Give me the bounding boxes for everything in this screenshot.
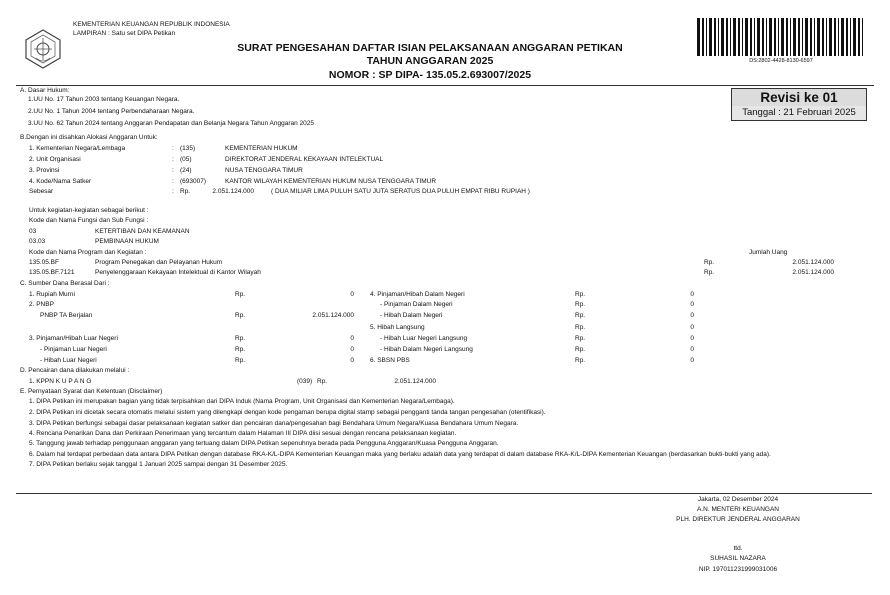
alokasi-code: (05): [180, 156, 192, 163]
sumber-dana-label: - Hibah Luar Negeri Langsung: [380, 335, 468, 342]
section-d-heading: D. Pencairan dana dilakukan melalui :: [20, 367, 130, 374]
sign-plh: PLH. DIREKTUR JENDERAL ANGGARAN: [676, 516, 800, 523]
sumber-dana-rp: Rp.: [235, 357, 246, 364]
sumber-dana-amount: 0: [690, 324, 694, 331]
kegiatan-intro: Untuk kegiatan-kegiatan sebagai berikut :: [29, 207, 149, 214]
fungsi-name: PEMBINAAN HUKUM: [95, 238, 159, 245]
alokasi-code: (693007): [180, 178, 207, 185]
sumber-dana-label: 3. Pinjaman/Hibah Luar Negeri: [29, 335, 118, 342]
program-code: 135.05.BF: [29, 259, 59, 266]
sumber-dana-label: 4. Pinjaman/Hibah Dalam Negeri: [370, 291, 465, 298]
sign-name: SUHASIL NAZARA: [710, 555, 766, 562]
sumber-dana-label: - Hibah Luar Negeri: [40, 357, 97, 364]
document-title: SURAT PENGESAHAN DAFTAR ISIAN PELAKSANAAN ANGGARAN PETIKAN: [237, 42, 623, 54]
alokasi-label: 1. Kementerian Negara/Lembaga: [29, 145, 126, 152]
program-name: Program Penegakan dan Pelayanan Hukum: [95, 259, 223, 266]
document-year: TAHUN ANGGARAN 2025: [366, 55, 494, 67]
alokasi-value: KEMENTERIAN HUKUM: [225, 145, 298, 152]
ministry-logo: [22, 28, 64, 70]
sign-place-date: Jakarta, 02 Desember 2024: [697, 496, 779, 503]
fungsi-name: KETERTIBAN DAN KEAMANAN: [95, 228, 190, 235]
sign-ttd: ttd.: [733, 545, 743, 552]
sumber-dana-rp: Rp.: [575, 346, 586, 353]
ministry-name: KEMENTERIAN KEUANGAN REPUBLIK INDONESIA: [73, 21, 230, 28]
sumber-dana-rp: Rp.: [235, 291, 246, 298]
header-divider: [16, 85, 874, 86]
lampiran-text: LAMPIRAN : Satu set DIPA Petikan: [73, 30, 176, 37]
sign-an: A.N. MENTERI KEUANGAN: [697, 506, 779, 513]
alokasi-sep: :: [172, 167, 174, 174]
sumber-dana-amount: 0: [690, 312, 694, 319]
sumber-dana-label: - Pinjaman Luar Negeri: [40, 346, 107, 353]
sumber-dana-label: 2. PNBP: [29, 301, 54, 308]
alokasi-value: NUSA TENGGARA TIMUR: [225, 167, 303, 174]
disclaimer-item: 5. Tanggung jawab terhadap penggunaan anggaran yang tertuang dalam DIPA Petikan sepenuhnya berada pada Pengguna Anggaran/Kuasa Pengguna Anggaran.: [29, 440, 499, 447]
revisi-date: Tanggal : 21 Februari 2025: [731, 106, 867, 121]
sumber-dana-rp: Rp.: [575, 335, 586, 342]
sumber-dana-rp: Rp.: [575, 301, 586, 308]
sebesar-label: Sebesar: [29, 188, 54, 195]
alokasi-value: DIREKTORAT JENDERAL KEKAYAAN INTELEKTUAL: [225, 156, 384, 163]
revisi-box: [731, 88, 867, 122]
program-rp: Rp.: [704, 269, 715, 276]
sumber-dana-label: PNBP TA Berjalan: [40, 312, 93, 319]
disclaimer-item: 7. DIPA Petikan berlaku sejak tanggal 1 Januari 2025 sampai dengan 31 Desember 2025.: [29, 461, 288, 468]
kppn-rp: Rp.: [317, 378, 328, 385]
sumber-dana-rp: Rp.: [575, 312, 586, 319]
program-rp: Rp.: [704, 259, 715, 266]
alokasi-label: 2. Unit Organisasi: [29, 156, 81, 163]
alokasi-code: (135): [180, 145, 196, 152]
dasar-hukum-item: 2.UU No. 1 Tahun 2004 tentang Perbendaharaan Negara.: [28, 108, 195, 115]
disclaimer-item: 6. Dalam hal terdapat perbedaan data antara DIPA Petikan dengan database RKA-K/L-DIPA Kementerian Keuangan maka yang berlaku adalah data yang terdapat di dalam database RKA-K/L-DIPA Kementerian Keuangan (berdasarkan bukti-bukti yang ada).: [29, 451, 771, 458]
dasar-hukum-item: 3.UU No. 62 Tahun 2024 tentang Anggaran Pendapatan dan Belanja Negara Tahun Anggaran 2025: [28, 120, 314, 127]
sebesar-rp: Rp.: [180, 188, 191, 195]
disclaimer-item: 1. DIPA Petikan ini merupakan bagian yang tidak terpisahkan dari DIPA Induk (Nama Program, Unit Organisasi dan Kementerian Negara/Lembaga).: [29, 398, 455, 405]
section-b-heading: B.Dengan ini disahkan Alokasi Anggaran Untuk:: [20, 134, 158, 141]
jumlah-uang-heading: Jumlah Uang: [749, 249, 788, 256]
program-amount: 2.051.124.000: [792, 259, 834, 266]
sumber-dana-amount: 0: [350, 357, 354, 364]
program-name: Penyelenggaraan Kekayaan Intelektual di Kantor Wilayah: [95, 269, 261, 276]
fungsi-code: 03.03: [29, 238, 46, 245]
disclaimer-item: 2. DIPA Petikan ini dicetak secara otomatis melalui sistem yang dilengkapi dengan kode pengaman berupa digital stamp sebagai pengganti tanda tangan pengesahan (otentifikasi).: [29, 409, 546, 416]
sumber-dana-amount: 0: [350, 335, 354, 342]
sebesar-sep: :: [172, 188, 174, 195]
fungsi-code: 03: [29, 228, 37, 235]
sumber-dana-rp: Rp.: [235, 335, 246, 342]
kppn-name: 1. KPPN K U P A N G: [29, 378, 92, 385]
sumber-dana-rp: Rp.: [235, 312, 246, 319]
sumber-dana-amount: 0: [350, 346, 354, 353]
sumber-dana-label: 5. Hibah Langsung: [370, 324, 425, 331]
sumber-dana-label: - Pinjaman Dalam Negeri: [380, 301, 453, 308]
alokasi-label: 3. Provinsi: [29, 167, 60, 174]
footer-divider: [16, 493, 872, 494]
sign-nip: NIP. 197011231999031006: [698, 566, 778, 573]
sumber-dana-rp: Rp.: [575, 291, 586, 298]
program-heading: Kode dan Nama Program dan Kegiatan :: [29, 249, 147, 256]
section-c-heading: C. Sumber Dana Berasal Dari :: [20, 280, 110, 287]
sumber-dana-amount: 0: [350, 291, 354, 298]
section-a-heading: A. Dasar Hukum:: [20, 87, 70, 94]
kppn-code: (039): [297, 378, 313, 385]
disclaimer-item: 3. DIPA Petikan berfungsi sebagai dasar pelaksanaan kegiatan satker dan pencairan dana/pengesahan bagi Bendahara Umum Negara/Kuasa Bendahara Umum Negara.: [29, 420, 519, 427]
sumber-dana-rp: Rp.: [235, 346, 246, 353]
alokasi-label: 4. Kode/Nama Satker: [29, 178, 92, 185]
revisi-label: Revisi ke 01: [731, 88, 867, 108]
alokasi-sep: :: [172, 156, 174, 163]
sumber-dana-label: - Hibah Dalam Negeri Langsung: [380, 346, 473, 353]
sumber-dana-amount: 0: [690, 346, 694, 353]
alokasi-code: (24): [180, 167, 192, 174]
sumber-dana-amount: 0: [690, 357, 694, 364]
sumber-dana-amount: 2.051.124.000: [312, 312, 354, 319]
program-amount: 2.051.124.000: [792, 269, 834, 276]
sumber-dana-label: - Hibah Dalam Negeri: [380, 312, 443, 319]
document-number: NOMOR : SP DIPA- 135.05.2.693007/2025: [328, 69, 532, 81]
sumber-dana-label: 1. Rupiah Murni: [29, 291, 75, 298]
alokasi-sep: :: [172, 178, 174, 185]
alokasi-sep: :: [172, 145, 174, 152]
sumber-dana-amount: 0: [690, 301, 694, 308]
sumber-dana-amount: 0: [690, 335, 694, 342]
sumber-dana-label: 6. SBSN PBS: [370, 357, 410, 364]
kppn-amount: 2.051.124.000: [394, 378, 436, 385]
alokasi-value: KANTOR WILAYAH KEMENTERIAN HUKUM NUSA TENGGARA TIMUR: [225, 178, 437, 185]
sumber-dana-rp: Rp.: [575, 357, 586, 364]
sebesar-words: ( DUA MILIAR LIMA PULUH SATU JUTA SERATUS DUA PULUH EMPAT RIBU RUPIAH ): [271, 188, 530, 195]
barcode: [697, 18, 867, 56]
sumber-dana-amount: 0: [690, 291, 694, 298]
dasar-hukum-item: 1.UU No. 17 Tahun 2003 tentang Keuangan Negara.: [28, 96, 180, 103]
section-e-heading: E. Pernyataan Syarat dan Ketentuan (Disclaimer): [20, 388, 163, 395]
sumber-dana-rp: Rp.: [575, 324, 586, 331]
disclaimer-item: 4. Rencana Penarikan Dana dan Perkiraan Penerimaan yang tercantum dalam Halaman III DIPA diisi sesuai dengan rencana pelaksanaan kegiatan.: [29, 430, 457, 437]
ds-code: DS:2802-4428-8130-6597: [749, 58, 813, 64]
program-code: 135.05.BF.7121: [29, 269, 75, 276]
sebesar-amount: 2.051.124.000: [212, 188, 254, 195]
fungsi-heading: Kode dan Nama Fungsi dan Sub Fungsi :: [29, 217, 149, 224]
